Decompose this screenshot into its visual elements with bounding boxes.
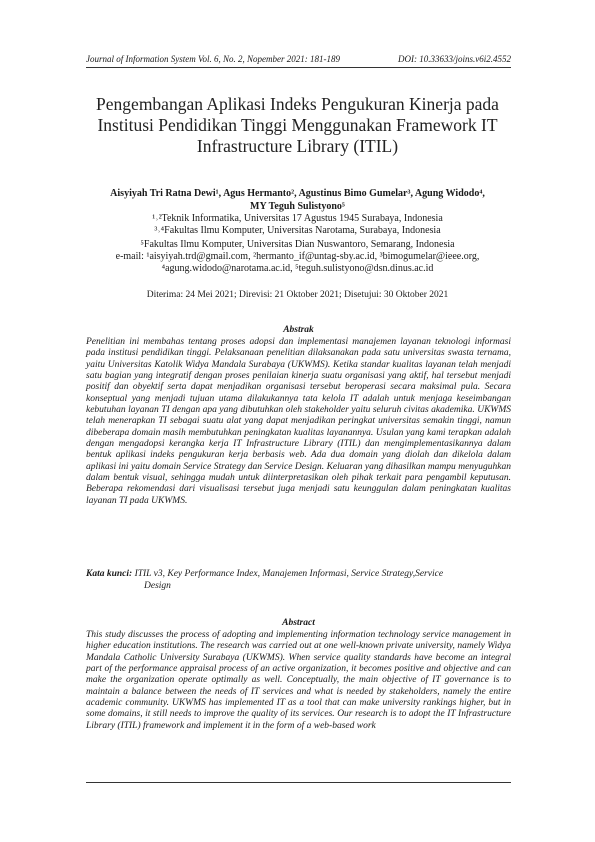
header-rule <box>86 67 511 68</box>
title-line: Infrastructure Library (ITIL) <box>196 136 399 156</box>
author-list <box>80 187 515 213</box>
paper-title <box>70 94 525 157</box>
affiliation-line: ¹˒²Teknik Informatika, Universitas 17 Agustus 1945 Surabaya, Indonesia <box>152 213 443 224</box>
keywords-label: Kata kunci: <box>86 569 133 579</box>
email-line: ⁴agung.widodo@narotama.ac.id, ⁵teguh.sulistyono@dsn.dinus.ac.id <box>161 263 434 274</box>
title-line: Pengembangan Aplikasi Indeks Pengukuran Kinerja pada <box>96 94 499 114</box>
author-line: Aisyiyah Tri Ratna Dewi¹, Agus Hermanto², Agustinus Bimo Gumelar³, Agung Widodo⁴, <box>110 188 485 199</box>
keywords <box>86 568 511 592</box>
journal-citation: Journal of Information System Vol. 6, No. 2, Nopember 2021: 181-189 <box>86 54 340 64</box>
abstract-body: This study discusses the process of adopting and implementing information technology service management in higher education institutions. The research was carried out at one well-known private university, namely Widya Mandala Catholic University Surabaya (UKWMS). When service quality standards have become an integral part of the performance appraisal process of an active organization, it becomes positive and objective and can make the organization operate optimally as well. Conceptually, the main objective of IT governance is to maintain a balance between the needs of IT services and what is needed by stakeholders, namely the entire academic community. UKWMS has implemented IT as a tool that can make university rankings higher, but in some domains, it still needs to improve the quality of its services. Our research is to adopt the IT Infrastructure Library (ITIL) framework and implement it in the form of a web-based work <box>86 630 511 731</box>
running-header <box>86 54 511 64</box>
abstrak-heading: Abstrak <box>283 325 314 335</box>
abstrak-body: Penelitian ini membahas tentang proses adopsi dan implementasi manajemen layanan teknologi informasi pada institusi pendidikan tinggi. Pelaksanaan penelitian dilaksanakan pada satu universitas swasta ternama, yaitu Universitas Katolik Widya Mandala Surabaya (UKWMS). Ketika standar kualitas layanan telah menjadi satu bagian yang integratif dengan proses penilaian kinerja suatu organisasi yang aktif, hal tersebut menjadi positif dan obyektif serta dapat menjadikan organisasi tersebut beroperasi secara maksimal pula. Secara konseptual yang menjadi tujuan utama dilakukannya tata kelola IT adalah untuk menjaga keseimbangan kebutuhan layanan TI dengan apa yang dibutuhkan oleh stakeholder yaitu seluruh civitas akademika. UKWMS telah menerapkan TI sebagai suatu alat yang dapat menjadikan peringkat universitas semakin tinggi, namun dibeberapa domain masih membutuhkan peningkatan kualitas layanannya. Usulan yang kami terapkan adalah dengan mengadopsi kerangka kerja IT Infrastructure Library (ITIL) dan mengimplementasikannya dalam bentuk aplikasi indeks pengukuran kerja berbasis web. Ada dua domain yang diolah dan dikelola dalam aplikasi ini yaitu domain Service Strategy dan Service Design. Keluaran yang dihasilkan mampu menyuguhkan dalam bentuk visual, sehingga mudah untuk diinterpretasikan oleh pihak terkait para pengambil keputusan. Beberapa rekomendasi dari visualisasi tersebut juga menjadi satu keunggulan dalam peningkatan kualitas layanan TI pada UKWMS. <box>86 337 511 506</box>
keywords-text-cont: Design <box>144 581 171 591</box>
doi-text: DOI: 10.33633/joins.v6i2.4552 <box>398 54 511 64</box>
email-line: e-mail: ¹aisyiyah.trd@gmail.com, ²hermanto_if@untag-sby.ac.id, ³bimogumelar@ieee.org, <box>115 251 480 262</box>
title-line: Institusi Pendidikan Tinggi Menggunakan Framework IT <box>97 115 498 135</box>
footer-rule <box>86 782 511 783</box>
affiliation-line: ³˒⁴Fakultas Ilmu Komputer, Universitas Narotama, Surabaya, Indonesia <box>154 225 441 236</box>
author-line: MY Teguh Sulistyono⁵ <box>250 201 345 212</box>
submission-dates: Diterima: 24 Mei 2021; Direvisi: 21 Oktober 2021; Disetujui: 30 Oktober 2021 <box>146 290 449 300</box>
affiliation-line: ⁵Fakultas Ilmu Komputer, Universitas Dian Nuswantoro, Semarang, Indonesia <box>140 239 455 250</box>
abstract-heading: Abstract <box>282 618 315 628</box>
keywords-text: ITIL v3, Key Performance Index, Manajemen Informasi, Service Strategy,Service <box>134 569 444 579</box>
